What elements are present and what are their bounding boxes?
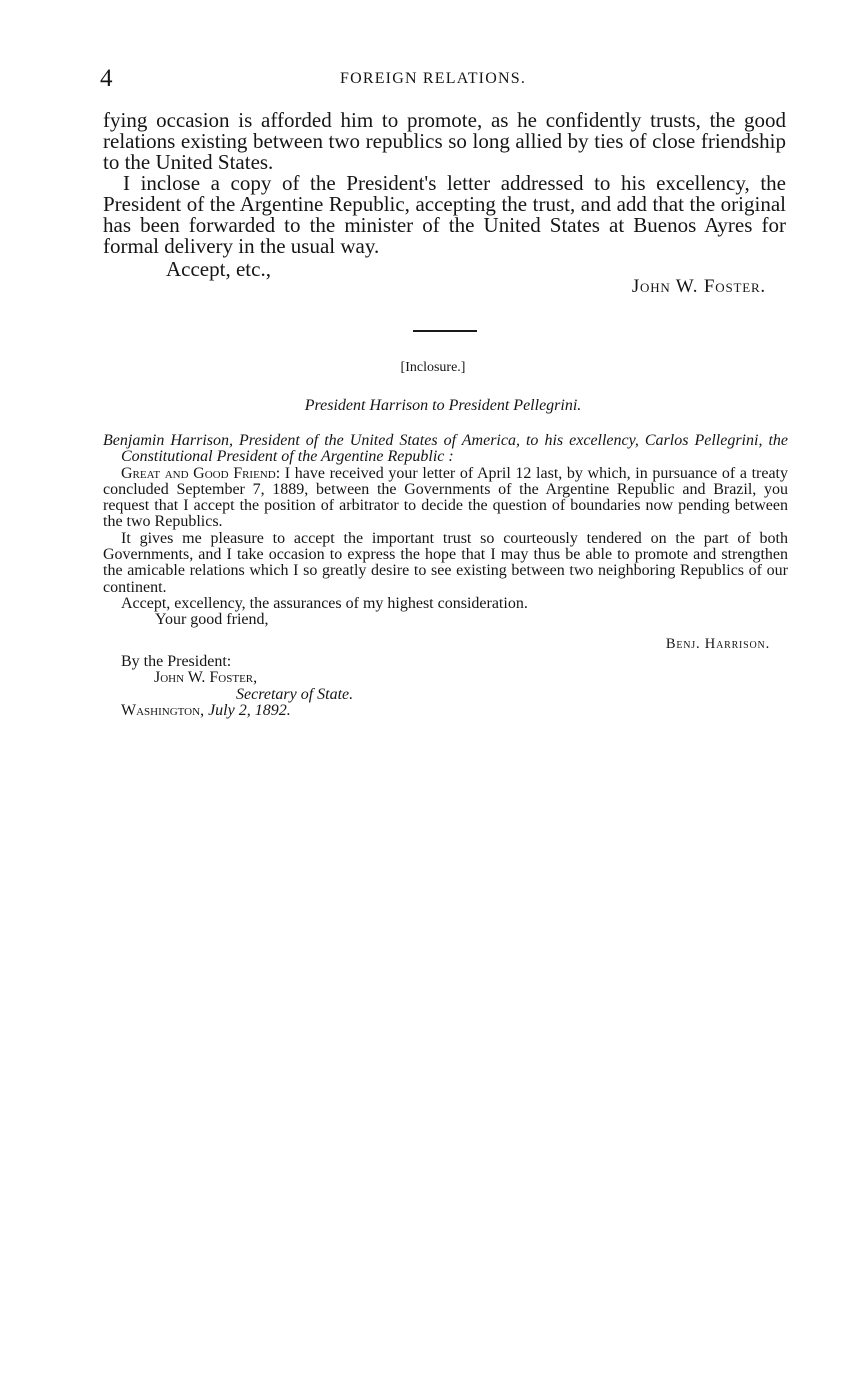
letter-address: Benjamin Harrison, President of the United States of America, to his excellency, Carlos Pellegrini, the Constitutional President of the Argentine Republic : [103,432,788,466]
attestation [121,654,353,719]
letter-paragraph-3: Accept, excellency, the assurances of my highest consideration. [121,594,528,612]
page-number: 4 [100,65,113,92]
attestation-office: Secretary of State. [236,685,354,703]
attestation-place: Washington, [121,701,205,719]
salutation: Great and Good Friend: [121,464,281,482]
despatch-closing: Accept, etc., [166,257,271,281]
attestation-name: John W. Foster, [154,669,258,687]
despatch-paragraph-2: I inclose a copy of the President's letter addressed to his excellency, the President of the Argentine Republic, accepting the trust, and add that the original has been forwarded to the minister of the United States at Buenos Ayres for formal delivery in the usual way. [103,171,786,258]
page-header [100,66,766,92]
attestation-place-date [121,703,353,719]
running-title: FOREIGN RELATIONS. [339,70,527,87]
letter-body [103,433,788,629]
despatch-signature: John W. Foster. [631,276,766,297]
despatch-paragraph-1: fying occasion is afforded him to promote, as he confidently trusts, the good relations existing between two republics so long allied by ties of close friendship to the United States. [103,108,786,174]
letter-valediction: Your good friend, [155,611,269,629]
letter-signature: Benj. Harrison. [665,636,770,652]
attestation-date: July 2, 1892. [208,701,291,719]
section-divider [413,330,477,332]
inclosure-label: [Inclosure.] [400,360,466,375]
despatch-text [103,110,786,257]
letter-paragraph-1-text: I have received your letter of April 12 last, by which, in pursuance of a treaty concluded September 7, 1889, between the Governments of the Argentine Republic and Brazil, you request that I accept the position of arbitrator to decide the question of boundaries now pending between the two Republics. [103,464,788,531]
letter-paragraph-1 [103,466,788,531]
letter-paragraph-2: It gives me pleasure to accept the important trust so courteously tendered on the part of both Governments, and I take occasion to express the hope that I may thus be able to promote and strengthen the amicable relations which I so greatly desire to see existing between two neighboring Republics of our continent. [103,529,788,596]
attestation-by-line: By the President: [121,653,232,670]
letter-title: President Harrison to President Pellegrini. [304,397,582,414]
